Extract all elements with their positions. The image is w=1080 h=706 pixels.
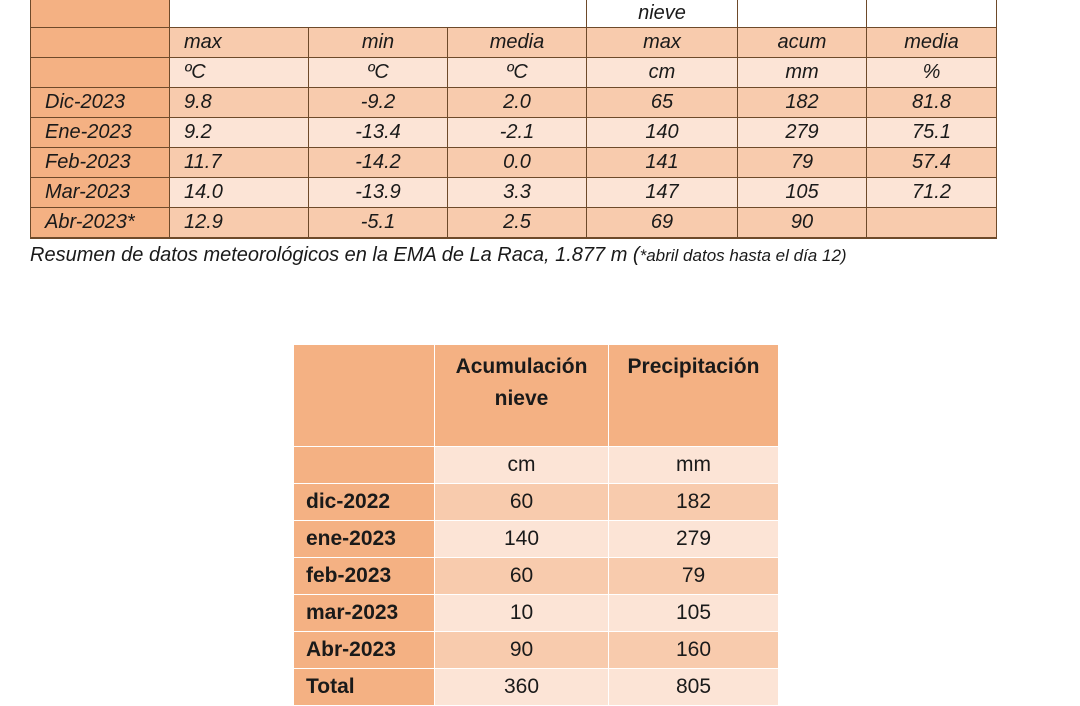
table-cell: 360: [435, 669, 609, 706]
table-cell: 105: [609, 595, 779, 632]
table-cell: 0.0: [448, 148, 587, 178]
table-cell: 182: [738, 88, 867, 118]
row-label: Total: [294, 669, 435, 706]
table-cell: 2.0: [448, 88, 587, 118]
label-cell: [31, 58, 170, 88]
unit-cell: ºC: [448, 58, 587, 88]
table-cell: 81.8: [867, 88, 997, 118]
table-cell: 11.7: [170, 148, 309, 178]
table-row: [294, 632, 779, 669]
table-row: [31, 148, 997, 178]
table-row: [31, 118, 997, 148]
table-row: [294, 484, 779, 521]
table-cell: 182: [609, 484, 779, 521]
header-row-units: [31, 58, 997, 88]
table-cell: 805: [609, 669, 779, 706]
header-row-top: [31, 0, 997, 28]
caption-main: Resumen de datos meteorológicos en la EMA de La Raca, 1.877 m (: [30, 244, 640, 266]
header-cell: max: [587, 28, 738, 58]
table-cell: -5.1: [309, 208, 448, 239]
row-label: dic-2022: [294, 484, 435, 521]
table-cell: 90: [738, 208, 867, 239]
table-cell: -9.2: [309, 88, 448, 118]
table-cell: 279: [738, 118, 867, 148]
header-cell: acum: [738, 28, 867, 58]
table-cell: 90: [435, 632, 609, 669]
header-row-sub: [31, 28, 997, 58]
table-row: [31, 178, 997, 208]
table-cell: -13.4: [309, 118, 448, 148]
unit-cell: ºC: [309, 58, 448, 88]
table-cell: 9.8: [170, 88, 309, 118]
table-cell: 69: [587, 208, 738, 239]
unit-cell: ºC: [170, 58, 309, 88]
table-row: [294, 521, 779, 558]
table-cell: [867, 208, 997, 239]
table-cell: 60: [435, 558, 609, 595]
unit-cell: mm: [738, 58, 867, 88]
table-row: [294, 558, 779, 595]
table-cell: 60: [435, 484, 609, 521]
header-cell: [738, 0, 867, 28]
snow-precipitation-table: [293, 344, 779, 706]
table-cell: 79: [738, 148, 867, 178]
table-cell: 9.2: [170, 118, 309, 148]
table-cell: 65: [587, 88, 738, 118]
header-snow: Acumulación nieve: [435, 345, 609, 447]
table-cell: 140: [435, 521, 609, 558]
row-label: Abr-2023*: [31, 208, 170, 239]
table-caption: [30, 244, 847, 267]
header-cell: media: [867, 28, 997, 58]
units-row: [294, 447, 779, 484]
caption-note: *abril datos hasta el día 12): [639, 246, 847, 265]
row-label: Ene-2023: [31, 118, 170, 148]
row-label: Dic-2023: [31, 88, 170, 118]
table-row-total: [294, 669, 779, 706]
table-cell: 279: [609, 521, 779, 558]
unit-cell: cm: [587, 58, 738, 88]
corner-cell: [294, 345, 435, 447]
table-cell: -13.9: [309, 178, 448, 208]
table-cell: 75.1: [867, 118, 997, 148]
label-cell: [31, 28, 170, 58]
table-cell: 3.3: [448, 178, 587, 208]
header-precipitation: Precipitación: [609, 345, 779, 447]
table-cell: -14.2: [309, 148, 448, 178]
row-label: Abr-2023: [294, 632, 435, 669]
row-label: mar-2023: [294, 595, 435, 632]
table-cell: 140: [587, 118, 738, 148]
unit-cell: mm: [609, 447, 779, 484]
header-cell: media: [448, 28, 587, 58]
corner-cell: [31, 0, 170, 28]
row-label: ene-2023: [294, 521, 435, 558]
table-cell: -2.1: [448, 118, 587, 148]
row-label: Feb-2023: [31, 148, 170, 178]
table-row: [294, 595, 779, 632]
table-row: [31, 88, 997, 118]
header-cell: [867, 0, 997, 28]
table-cell: 57.4: [867, 148, 997, 178]
header-row: [294, 345, 779, 447]
table-cell: 14.0: [170, 178, 309, 208]
table-cell: 71.2: [867, 178, 997, 208]
weather-summary-table: [30, 0, 997, 239]
header-cell: min: [309, 28, 448, 58]
unit-cell: cm: [435, 447, 609, 484]
table-cell: 160: [609, 632, 779, 669]
unit-cell: %: [867, 58, 997, 88]
table-cell: 105: [738, 178, 867, 208]
table-cell: 12.9: [170, 208, 309, 239]
row-label: feb-2023: [294, 558, 435, 595]
table-cell: 10: [435, 595, 609, 632]
table-cell: 147: [587, 178, 738, 208]
table-cell: 141: [587, 148, 738, 178]
row-label: Mar-2023: [31, 178, 170, 208]
header-cell: nieve: [587, 0, 738, 28]
header-cell: max: [170, 28, 309, 58]
table-cell: 79: [609, 558, 779, 595]
header-cell: [170, 0, 587, 28]
label-cell: [294, 447, 435, 484]
table-row: [31, 208, 997, 239]
table-cell: 2.5: [448, 208, 587, 239]
